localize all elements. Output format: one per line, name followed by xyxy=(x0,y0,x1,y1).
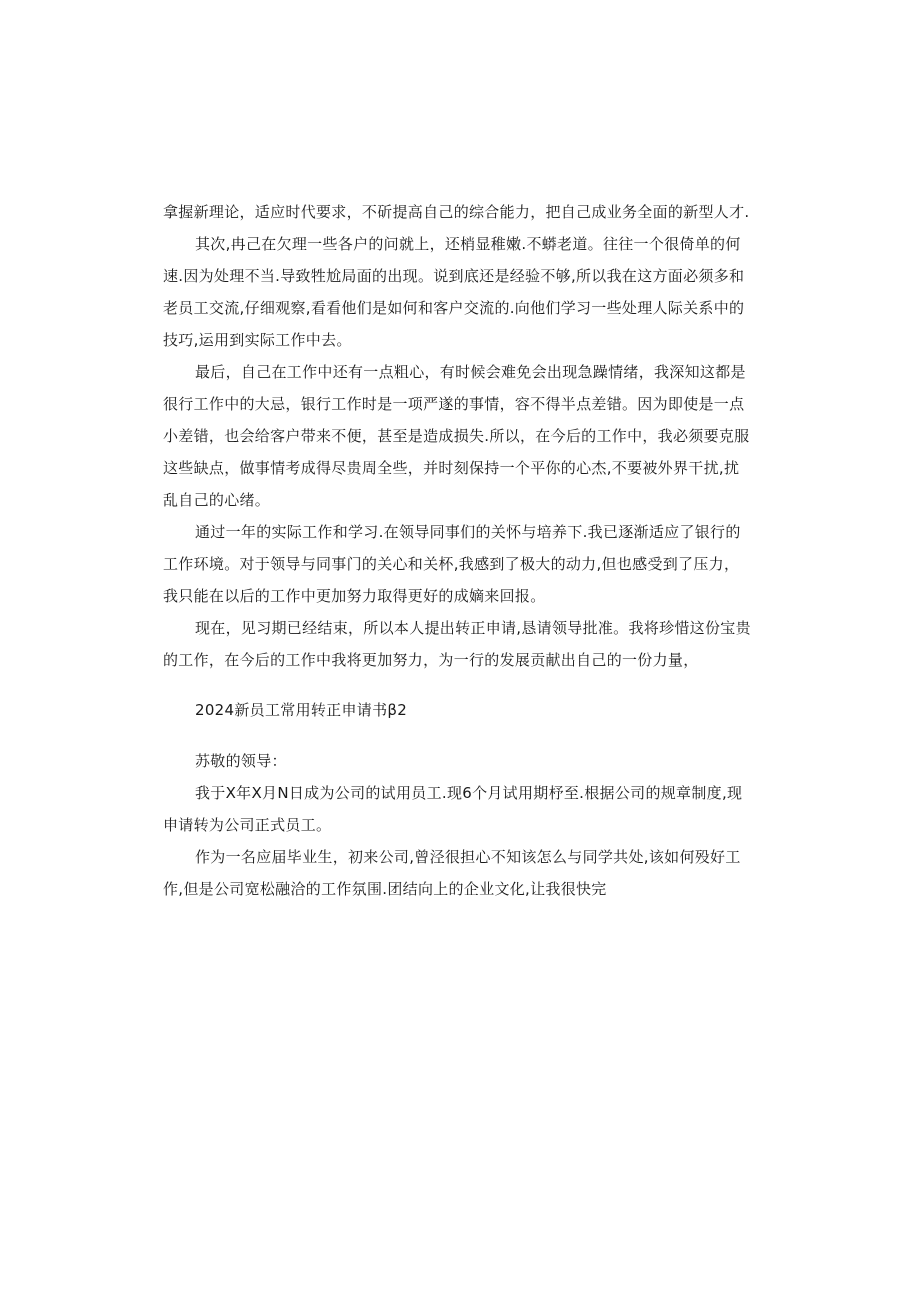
salutation: 苏敬的领导： xyxy=(195,752,287,770)
paragraph-probation: 我于X年X月N日成为公司的试用员工.现6个月试用期杼至.根据公司的规章制度,现申请转为公司正式员工。 xyxy=(163,784,743,834)
paragraph-graduate: 作为一名应届毕业生，初来公司,曾泾很担心不知该怎么与同学共处,该如何殁好工作,但是公司宽松融洽的工作氛围.团结向上的企业文化,让我很快完 xyxy=(163,848,741,898)
paragraph-continuation: 拿握新理论，适应时代要求，不斫提高自己的综合能力，把自己成业务全面的新型人才. xyxy=(163,203,750,221)
paragraph-request: 现在，见习期已经结束，所以本人提出转正申请,恳请领导批准。我将珍惜这份宝贵的工作，在今后的工作中我将更加努力，为一行的发展贡献出自己的一份力量， xyxy=(163,619,751,669)
paragraph-secondly: 其次,冉己在欠理一些各户的问就上，还梢显稚嫩.不蟒老道。往往一个很倚单的何速.因为处理不当.导致牲尬局面的出现。说到底还是经验不够,所以我在这方面必须多和老员工交流,仔细观察,看看他们是如何和客户交流的.向他们学习一些处理人际关系中的技巧,运用到实际工作中去。 xyxy=(163,235,745,349)
body-section-2 xyxy=(163,745,753,905)
body-section-1 xyxy=(163,196,753,676)
paragraph-finally: 最后，自己在工作中还有一点粗心，有时候会难免会出现急躁情绪，我深知这都是很行工作中的大忌，银行工作时是一项严遂的事情，容不得半点差错。因为即使是一点小差错，也会给客户带来不便，甚至是造成损失.所以，在今后的工作中，我必须要克服这些缺点，做事情考成得尽贵周全些，并时刻保持一个平你的心杰,不要被外界干扰,扰乱自己的心绪。 xyxy=(163,363,750,509)
section-title: 2024新员工常用转正申请书β2 xyxy=(195,701,408,719)
paragraph-year-summary: 通过一年的实际工作和学习.在领导同事们的关怀与培养下.我已逐渐适应了银行的工作环境。对于领导与同事门的关心和关杯,我感到了极大的动力,但也感受到了压力，我只能在以后的工作中更加努力取得更好的成嫡来回报。 xyxy=(163,523,741,605)
